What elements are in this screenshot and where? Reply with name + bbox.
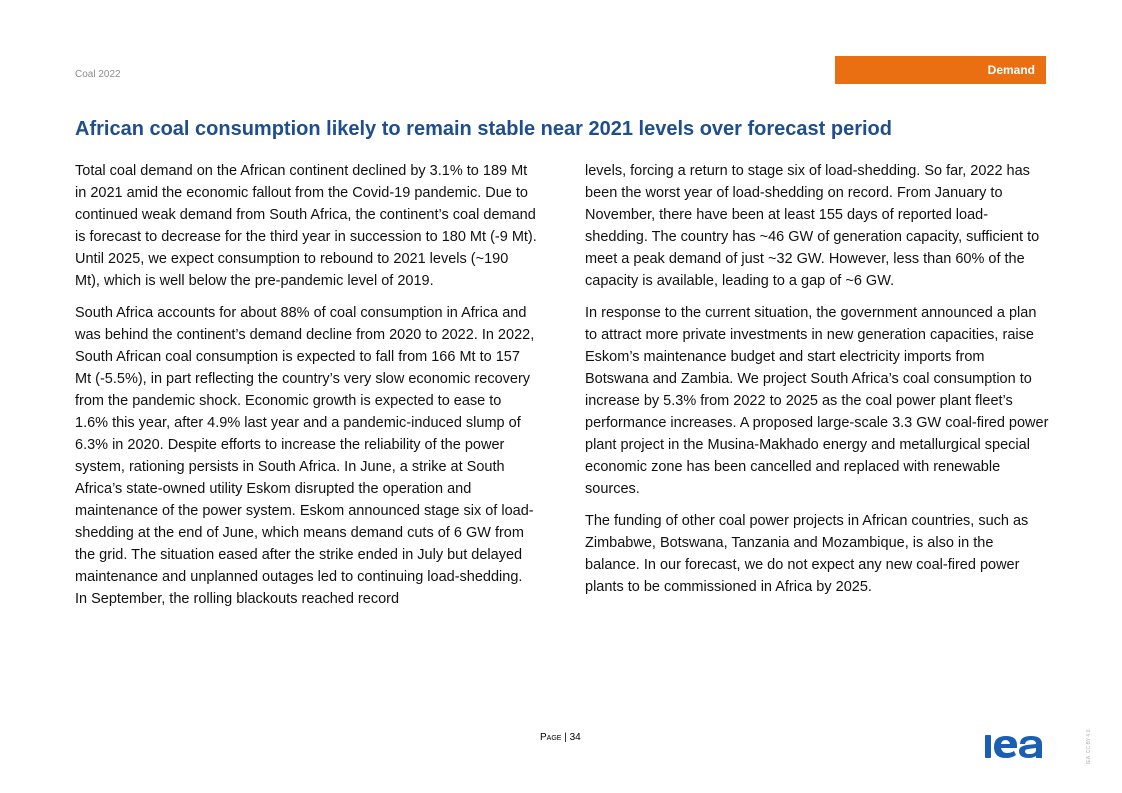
iea-logo-icon xyxy=(985,732,1047,758)
left-column xyxy=(75,160,537,620)
paragraph: The funding of other coal power projects in African countries, such as Zimbabwe, Botswana, Tanzania and Mozambique, is also in the balance. In our forecast, we do not expect any new coal-fired power plants to be commissioned in Africa by 2025. xyxy=(585,513,1029,595)
paragraph: Total coal demand on the African continent declined by 3.1% to 189 Mt in 2021 amid the economic fallout from the Covid-19 pandemic. Due to continued weak demand from South Africa, the continent’s coal demand is forecast to decrease for the third year in succession to 180 Mt (-9 Mt). Until 2025, we expect consumption to rebound to 2021 levels (~190 Mt), which is well below the pre-pandemic level of 2019. xyxy=(75,163,537,289)
section-tag: Demand xyxy=(835,56,1046,84)
page-label: Page xyxy=(540,732,562,743)
license-text: IEA. CC BY 4.0. xyxy=(1086,728,1092,764)
page-heading: African coal consumption likely to remain stable near 2021 levels over forecast period xyxy=(75,118,892,140)
page-number-value: 34 xyxy=(569,732,581,743)
paragraph: South Africa accounts for about 88% of coal consumption in Africa and was behind the continent’s demand decline from 2020 to 2022. In 2022, South African coal consumption is expected to fall from 166 Mt to 157 Mt (-5.5%), in part reflecting the country’s very slow economic recovery from the pandemic shock. Economic growth is expected to ease to 1.6% this year, after 4.9% last year and a pandemic-induced slump of 6.3% in 2020. Despite efforts to increase the reliability of the power system, rationing persists in South Africa. In June, a strike at South Africa’s state-owned utility Eskom disrupted the operation and maintenance of the power system. Eskom announced stage six of load-shedding at the end of June, which means demand cuts of 6 GW from the grid. The situation eased after the strike ended in July but delayed maintenance and unplanned outages led to continuing load-shedding. In September, the rolling blackouts reached record xyxy=(75,305,535,607)
running-title: Coal 2022 xyxy=(75,69,121,80)
right-column xyxy=(585,160,1050,608)
page-number xyxy=(540,732,581,743)
paragraph: levels, forcing a return to stage six of load-shedding. So far, 2022 has been the worst year of load-shedding on record. From January to November, there have been at least 155 days of reported load-shedding. The country has ~46 GW of generation capacity, sufficient to meet a peak demand of just ~32 GW. However, less than 60% of the capacity is available, leading to a gap of ~6 GW. xyxy=(585,163,1040,289)
page-separator: | xyxy=(561,732,570,743)
paragraph: In response to the current situation, the government announced a plan to attract more private investments in new generation capacities, raise Eskom’s maintenance budget and start electricity imports from Botswana and Zambia. We project South Africa’s coal consumption to increase by 5.3% from 2022 to 2025 as the coal power plant fleet’s performance increases. A proposed large-scale 3.3 GW coal-fired power plant project in the Musina-Makhado energy and metallurgical special economic zone has been cancelled and replaced with renewable sources. xyxy=(585,305,1049,497)
